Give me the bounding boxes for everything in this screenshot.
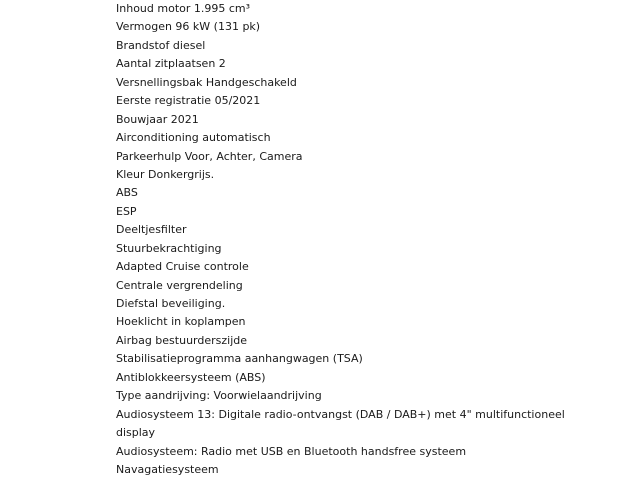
- spec-abs: ABS: [116, 186, 138, 200]
- spec-theft-protection: Diefstal beveiliging.: [116, 297, 226, 310]
- spec-particle-filter: Deeltjesfilter: [116, 223, 187, 237]
- spec-first-registration: Eerste registratie 05/2021: [116, 94, 261, 108]
- spec-list: [116, 0, 626, 479]
- spec-central-locking: Centrale vergrendeling: [116, 278, 243, 292]
- spec-audio-system-13-continued: display: [116, 426, 156, 440]
- spec-engine-capacity: Inhoud motor 1.995 cm³: [116, 2, 251, 15]
- spec-drive-type: Type aandrijving: Voorwielaandrijving: [116, 389, 322, 403]
- spec-power-steering: Stuurbekrachtiging: [116, 241, 222, 255]
- spec-color: Kleur Donkergrijs.: [116, 167, 215, 181]
- spec-esp: ESP: [116, 204, 137, 218]
- spec-seats: Aantal zitplaatsen 2: [116, 57, 226, 71]
- spec-gearbox: Versnellingsbak Handgeschakeld: [116, 75, 297, 89]
- spec-audio-radio: Audiosysteem: Radio met USB en Bluetooth handsfree systeem: [116, 444, 467, 458]
- spec-cornering-light: Hoeklicht in koplampen: [116, 315, 246, 329]
- spec-driver-airbag: Airbag bestuurderszijde: [116, 333, 248, 347]
- spec-audio-system-13: Audiosysteem 13: Digitale radio-ontvangst (DAB / DAB+) met 4" multifunctioneel: [116, 407, 565, 421]
- spec-build-year: Bouwjaar 2021: [116, 112, 199, 126]
- spec-cruise-control: Adapted Cruise controle: [116, 260, 249, 274]
- spec-trailer-stability: Stabilisatieprogramma aanhangwagen (TSA): [116, 352, 363, 366]
- spec-airconditioning: Airconditioning automatisch: [116, 131, 271, 145]
- spec-fuel: Brandstof diesel: [116, 38, 206, 52]
- spec-navigation: Navagatiesysteem: [116, 462, 219, 476]
- spec-power: Vermogen 96 kW (131 pk): [116, 20, 261, 34]
- spec-antilock-brakes: Antiblokkeersysteem (ABS): [116, 370, 266, 384]
- spec-parking-assist: Parkeerhulp Voor, Achter, Camera: [116, 149, 303, 163]
